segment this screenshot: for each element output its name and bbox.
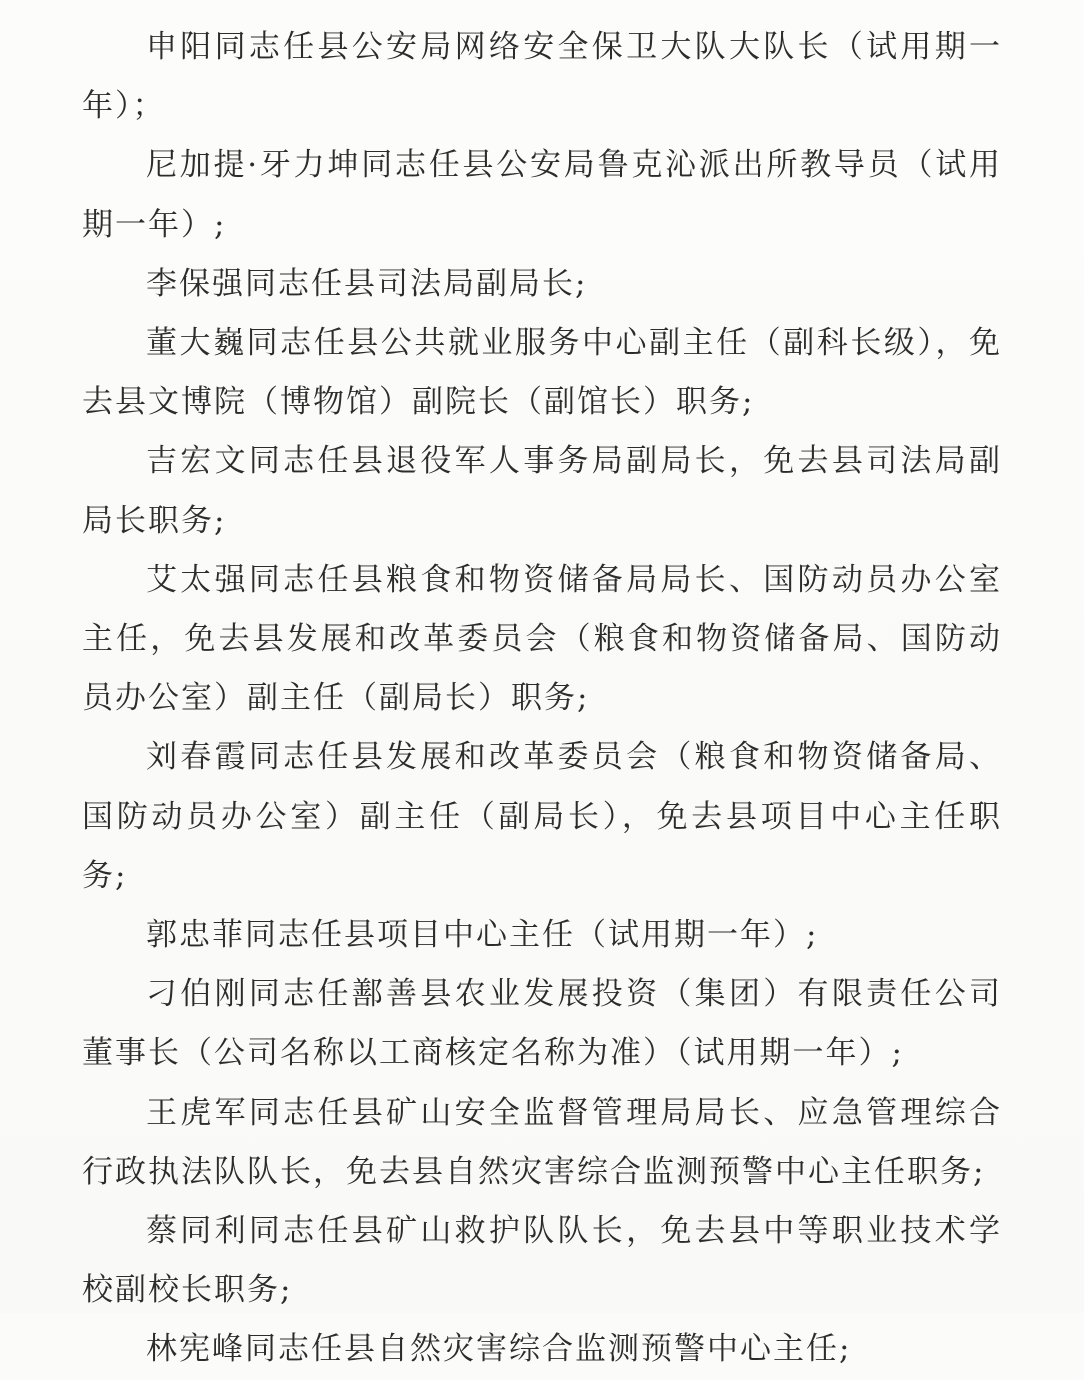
- appointment-paragraph: 艾太强同志任县粮食和物资储备局局长、国防动员办公室主任，免去县发展和改革委员会（粮食和物资储备局、国防动员办公室）副主任（副局长）职务;: [82, 561, 1002, 717]
- appointment-paragraph: 刘春霞同志任县发展和改革委员会（粮食和物资储备局、国防动员办公室）副主任（副局长），免去县项目中心主任职务;: [82, 739, 1002, 894]
- appointment-paragraph: 李保强同志任县司法局副局长;: [146, 265, 588, 302]
- appointment-paragraph: 尼加提·牙力坤同志任县公安局鲁克沁派出所教导员（试用期一年）;: [82, 147, 1002, 243]
- appointment-paragraph: 郭忠菲同志任县项目中心主任（试用期一年）;: [146, 917, 819, 954]
- appointment-paragraph: 吉宏文同志任县退役军人事务局副局长，免去县司法局副局长职务;: [82, 443, 1002, 539]
- appointment-paragraph: 申阳同志任县公安局网络安全保卫大队大队长（试用期一年）；: [82, 29, 1002, 125]
- appointment-paragraph: 林宪峰同志任县自然灾害综合监测预警中心主任;: [146, 1331, 852, 1368]
- appointment-paragraph: 董大巍同志任县公共就业服务中心副主任（副科长级），免去县文博院（博物馆）副院长（副馆长）职务;: [82, 325, 1002, 421]
- appointment-paragraph: 王虎军同志任县矿山安全监督管理局局长、应急管理综合行政执法队队长，免去县自然灾害综合监测预警中心主任职务;: [82, 1094, 1002, 1190]
- appointment-paragraph: 刁伯刚同志任鄯善县农业发展投资（集团）有限责任公司董事长（公司名称以工商核定名称为准）（试用期一年）;: [82, 976, 1002, 1072]
- document-body: [82, 18, 1002, 1380]
- appointment-paragraph: 蔡同利同志任县矿山救护队队长，免去县中等职业技术学校副校长职务;: [82, 1213, 1002, 1309]
